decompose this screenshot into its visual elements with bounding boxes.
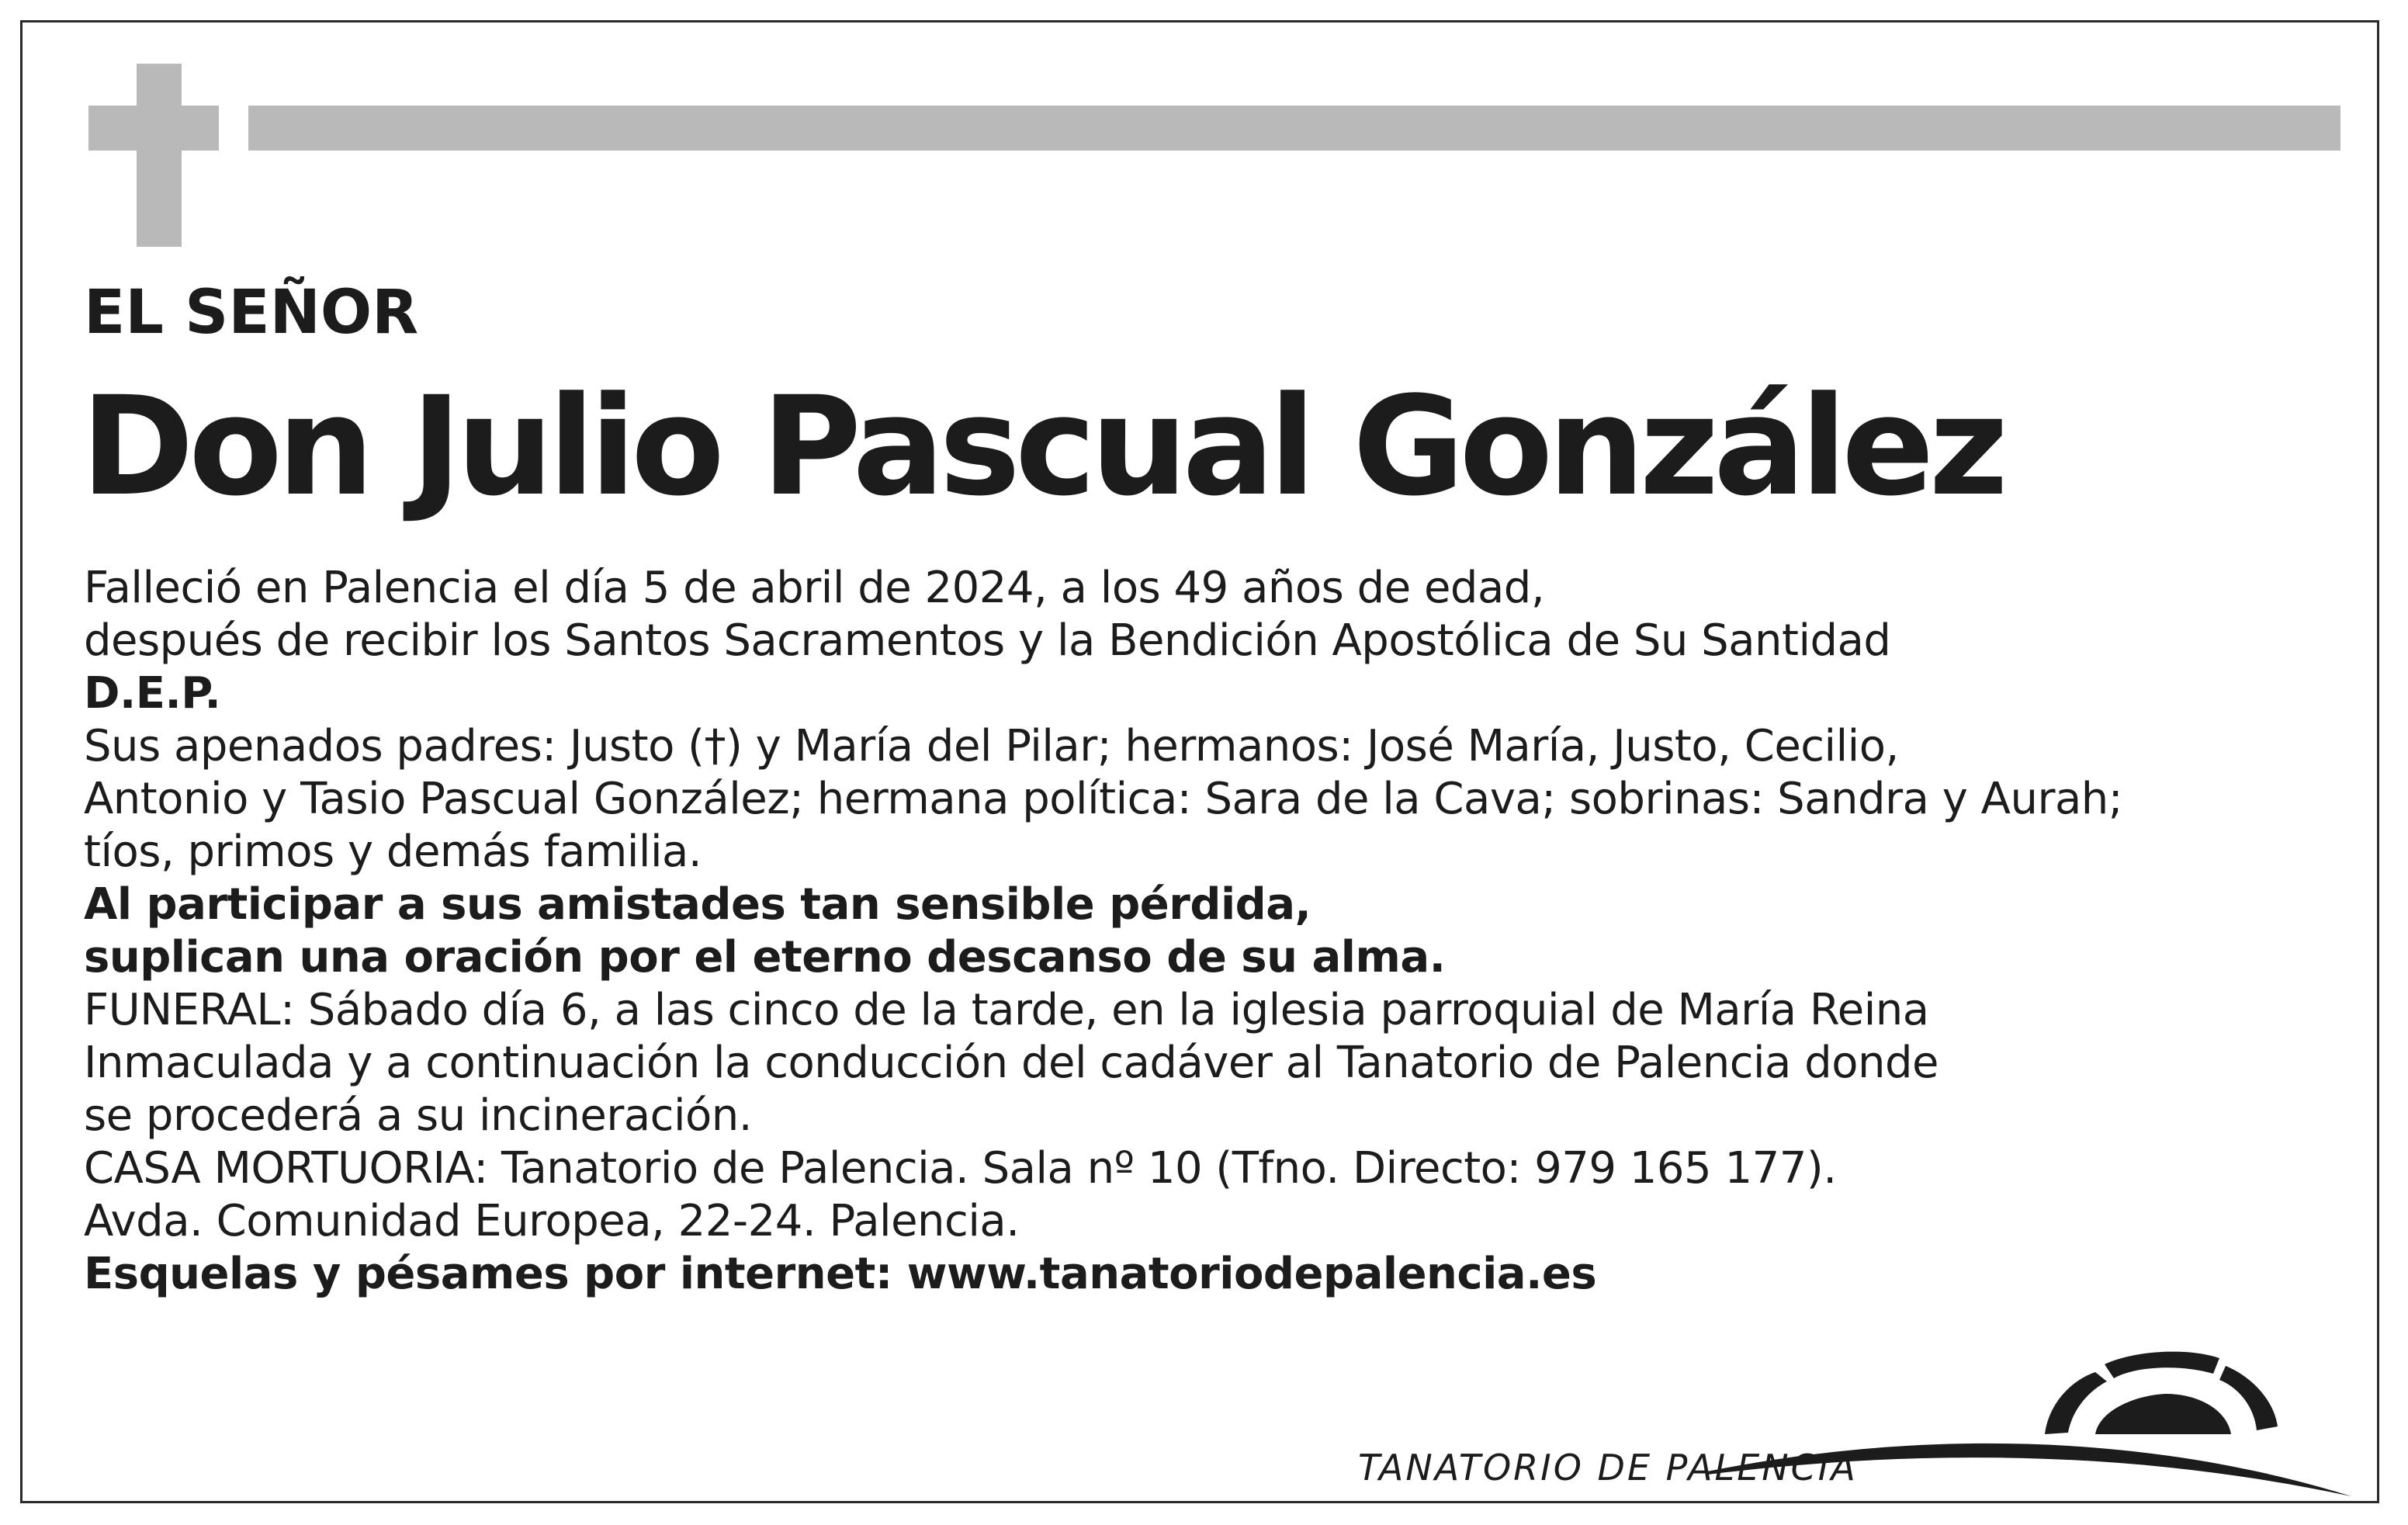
cross-icon-arm — [88, 106, 219, 151]
cross-icon — [137, 64, 182, 247]
address-line: Avda. Comunidad Europea, 22-24. Palencia. — [84, 1196, 1020, 1246]
website-line: Esquelas y pésames por internet: www.tanatoriodepalencia.es — [84, 1249, 1597, 1299]
family-line-1: Sus apenados padres: Justo (†) y María del Pilar; hermanos: José María, Justo, Cecilio, — [84, 721, 1899, 771]
sacraments-line: después de recibir los Santos Sacramentos y la Bendición Apostólica de Su Santidad — [84, 615, 1891, 666]
mortuary-line: CASA MORTUORIA: Tanatorio de Palencia. Sala nº 10 (Tfno. Directo: 979 165 177). — [84, 1143, 1837, 1194]
honorific-title: EL SEÑOR — [84, 278, 419, 348]
funeral-line-2: Inmaculada y a continuación la conducción del cadáver al Tanatorio de Palencia donde — [84, 1038, 1939, 1088]
funeral-line-1: FUNERAL: Sábado día 6, a las cinco de la tarde, en la iglesia parroquial de María Reina — [84, 985, 1929, 1035]
obituary-body — [84, 562, 2334, 1301]
death-notice-line: Falleció en Palencia el día 5 de abril de 2024, a los 49 años de edad, — [84, 563, 1545, 613]
family-line-3: tíos, primos y demás familia. — [84, 827, 702, 877]
request-line-1: Al participar a sus amistades tan sensible pérdida, — [84, 879, 1311, 930]
header-rule — [248, 106, 2340, 151]
request-line-2: suplican una oración por el eterno descanso de su alma. — [84, 932, 1446, 983]
funeral-line-3: se procederá a su incineración. — [84, 1090, 753, 1141]
family-line-2: Antonio y Tasio Pascual González; hermana política: Sara de la Cava; sobrinas: Sandra y Aurah; — [84, 774, 2123, 824]
deceased-name: Don Julio Pascual González — [81, 367, 2003, 526]
dep-line: D.E.P. — [84, 668, 221, 719]
tanatorio-logo-text: TANATORIO DE PALENCIA — [1358, 1447, 1858, 1489]
